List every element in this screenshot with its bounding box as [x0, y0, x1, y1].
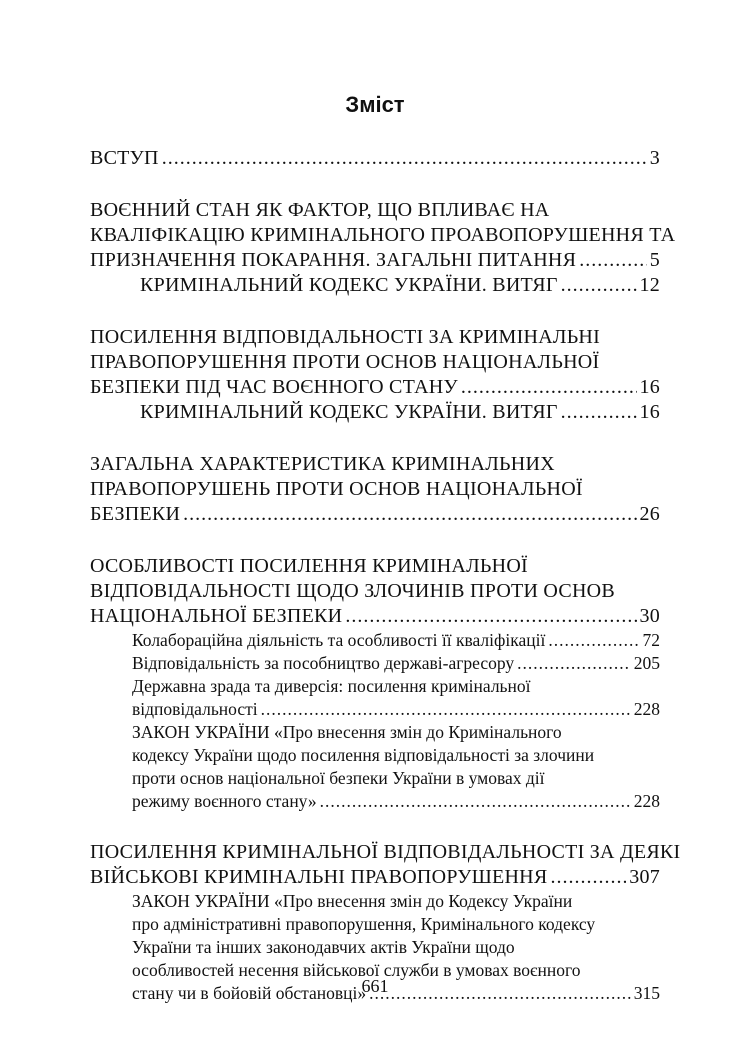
toc-line-text: України та інших законодавчих актів України щодо	[132, 937, 515, 957]
toc-page-number: 5	[649, 249, 660, 271]
toc-line-text: ОСОБЛИВОСТІ ПОСИЛЕННЯ КРИМІНАЛЬНОЇ	[90, 555, 528, 577]
toc-line	[132, 744, 660, 767]
toc-line	[90, 350, 660, 375]
toc-line	[90, 579, 660, 604]
toc-line-text: особливостей несення військової служби в умовах воєнного	[132, 960, 581, 980]
toc-line	[132, 652, 660, 675]
toc-line-text: ВІЙСЬКОВІ КРИМІНАЛЬНІ ПРАВОПОРУШЕННЯ	[90, 866, 548, 888]
toc-line-text: КРИМІНАЛЬНИЙ КОДЕКС УКРАЇНИ. ВИТЯГ	[140, 401, 558, 423]
toc-subentry[interactable]	[90, 721, 660, 813]
toc-page-number: 16	[639, 401, 660, 423]
dot-leader	[517, 652, 631, 675]
toc-line	[132, 790, 660, 813]
toc-page-number: 26	[639, 503, 660, 525]
toc-line-text: ПРАВОПОРУШЕННЯ ПРОТИ ОСНОВ НАЦІОНАЛЬНОЇ	[90, 351, 600, 373]
toc-line-text: БЕЗПЕКИ ПІД ЧАС ВОЄННОГО СТАНУ	[90, 376, 458, 398]
toc-entry[interactable]	[90, 452, 660, 527]
toc-line-text: ВСТУП	[90, 147, 159, 169]
toc-line-text: НАЦІОНАЛЬНОЇ БЕЗПЕКИ	[90, 605, 343, 627]
toc-line	[90, 502, 660, 527]
toc-line	[90, 223, 676, 248]
toc-line	[132, 721, 660, 744]
toc-subentry[interactable]	[90, 629, 660, 652]
toc-entry[interactable]	[90, 198, 676, 298]
toc-line-text: ЗАКОН УКРАЇНИ «Про внесення змін до Кримінального	[132, 722, 562, 742]
toc-line	[132, 890, 660, 913]
toc-line	[132, 913, 660, 936]
toc-line	[90, 146, 660, 171]
toc-entry-heading	[90, 198, 676, 273]
toc-line	[90, 477, 660, 502]
toc-line	[132, 936, 660, 959]
toc-line	[90, 554, 660, 579]
toc-line-text: ВОЄННИЙ СТАН ЯК ФАКТОР, ЩО ВПЛИВАЄ НА	[90, 199, 550, 221]
toc-line-text: режиму воєнного стану»	[132, 791, 317, 811]
toc-entry-heading	[90, 325, 660, 400]
toc-entry-heading	[90, 554, 660, 629]
toc-page-number: 12	[639, 274, 660, 296]
dot-leader	[162, 146, 647, 171]
toc-line	[132, 629, 660, 652]
toc-page-number: 228	[633, 699, 660, 719]
toc-entry-heading	[90, 840, 681, 890]
toc-line-text: Колабораційна діяльність та особливості її кваліфікації	[132, 630, 546, 650]
toc-line-text: ПОСИЛЕННЯ КРИМІНАЛЬНОЇ ВІДПОВІДАЛЬНОСТІ ЗА ДЕЯКІ	[90, 841, 681, 863]
toc-line-text: ПРИЗНАЧЕННЯ ПОКАРАННЯ. ЗАГАЛЬНІ ПИТАННЯ	[90, 249, 577, 271]
toc-line-text: про адміністративні правопорушення, Кримінального кодексу	[132, 914, 596, 934]
dot-leader	[561, 400, 637, 425]
toc-subentry[interactable]	[90, 400, 660, 425]
dot-leader	[345, 604, 636, 629]
toc-line-text: проти основ національної безпеки України в умовах дії	[132, 768, 545, 788]
toc-line-text: кодексу України щодо посилення відповідальності за злочини	[132, 745, 595, 765]
toc-page-number: 30	[639, 605, 660, 627]
toc-line	[90, 375, 660, 400]
toc-entry[interactable]	[90, 554, 660, 813]
toc-entry-heading	[90, 452, 660, 527]
dot-leader	[550, 865, 626, 890]
toc-entry[interactable]	[90, 146, 660, 171]
toc-page-number: 307	[629, 866, 660, 888]
toc-subentry[interactable]	[90, 675, 660, 721]
toc-line-text: ЗАКОН УКРАЇНИ «Про внесення змін до Кодексу України	[132, 891, 573, 911]
toc-line	[140, 273, 660, 298]
toc-page-number: 315	[633, 983, 660, 1003]
dot-leader	[461, 375, 637, 400]
toc-line	[90, 248, 660, 273]
toc-line-text: КВАЛІФІКАЦІЮ КРИМІНАЛЬНОГО ПРОАВОПОРУШЕННЯ ТА	[90, 224, 676, 246]
toc-line-text: ВІДПОВІДАЛЬНОСТІ ЩОДО ЗЛОЧИНІВ ПРОТИ ОСНОВ	[90, 580, 615, 602]
toc-page-number: 72	[642, 630, 660, 650]
toc-subentry[interactable]	[90, 652, 660, 675]
toc-line	[132, 767, 660, 790]
toc-line-text: ПРАВОПОРУШЕНЬ ПРОТИ ОСНОВ НАЦІОНАЛЬНОЇ	[90, 478, 583, 500]
toc-line	[140, 400, 660, 425]
toc-line-text: Державна зрада та диверсія: посилення кримінальної	[132, 676, 531, 696]
dot-leader	[183, 502, 636, 527]
toc-subentry[interactable]	[90, 273, 660, 298]
dot-leader	[320, 790, 631, 813]
toc-line	[132, 675, 660, 698]
toc-page-number: 205	[633, 653, 660, 673]
toc-page-number: 16	[639, 376, 660, 398]
toc-line	[90, 325, 660, 350]
toc-page-number: 3	[649, 147, 660, 169]
toc-line-text: КРИМІНАЛЬНИЙ КОДЕКС УКРАЇНИ. ВИТЯГ	[140, 274, 558, 296]
toc-entry-heading	[90, 146, 660, 171]
toc-line-text: БЕЗПЕКИ	[90, 503, 181, 525]
toc-line	[90, 840, 681, 865]
toc-line	[90, 604, 660, 629]
toc-line-text: ПОСИЛЕННЯ ВІДПОВІДАЛЬНОСТІ ЗА КРИМІНАЛЬНІ	[90, 326, 601, 348]
toc-line	[90, 452, 660, 477]
toc-line-text: стану чи в бойовій обстановці»	[132, 983, 367, 1003]
toc-page-number: 228	[633, 791, 660, 811]
toc-line-text: відповідальності	[132, 699, 258, 719]
toc-line-text: ЗАГАЛЬНА ХАРАКТЕРИСТИКА КРИМІНАЛЬНИХ	[90, 453, 555, 475]
toc-line-text: Відповідальність за пособництво державі-агресору	[132, 653, 515, 673]
page-number: 661	[361, 976, 389, 996]
dot-leader	[561, 273, 637, 298]
toc-title: Зміст	[345, 92, 405, 117]
toc-line	[90, 865, 660, 890]
toc-line	[90, 198, 660, 223]
toc-line	[132, 698, 660, 721]
dot-leader	[548, 629, 639, 652]
table-of-contents	[90, 146, 681, 1005]
dot-leader	[579, 248, 647, 273]
dot-leader	[261, 698, 631, 721]
toc-entry[interactable]	[90, 325, 660, 425]
